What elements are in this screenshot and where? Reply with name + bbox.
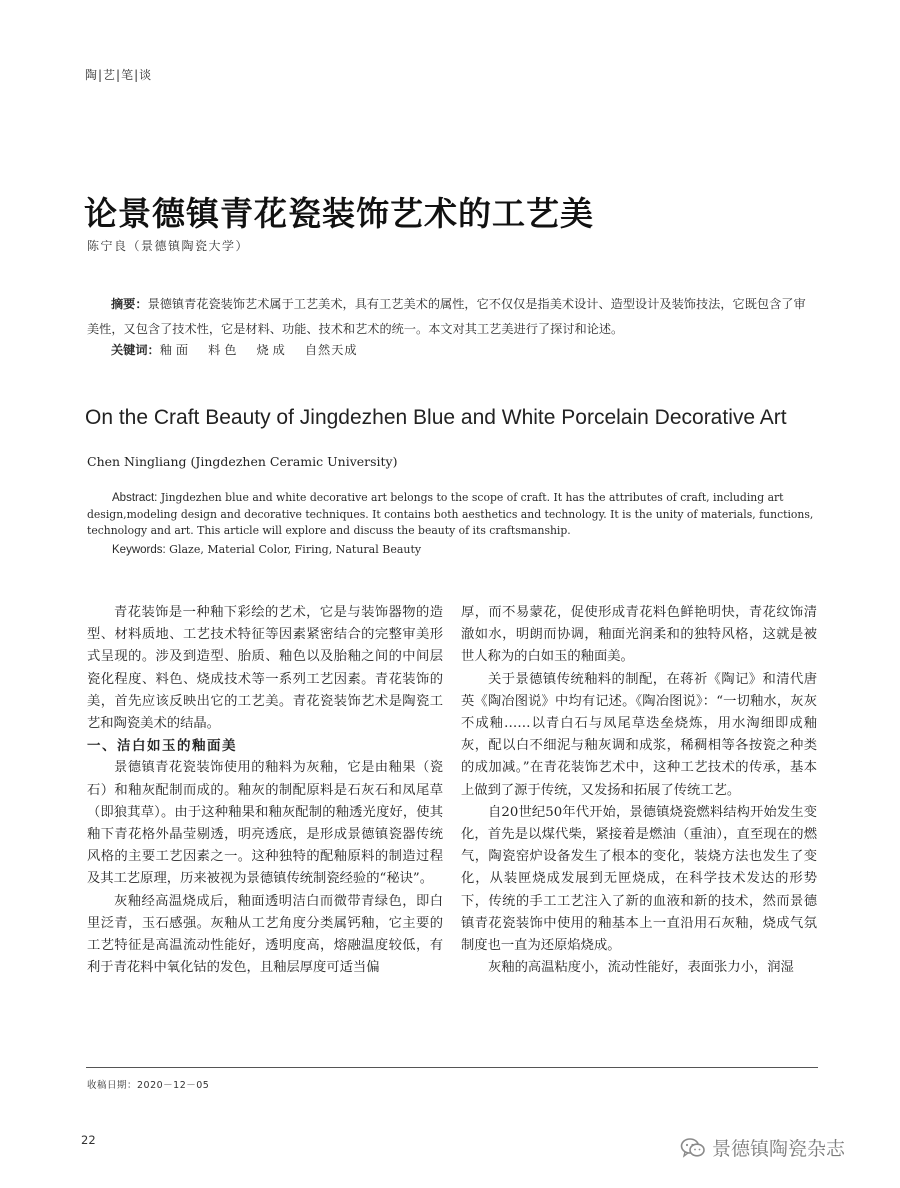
body-paragraph: 关于景德镇传统釉料的制配，在蒋祈《陶记》和清代唐英《陶冶图说》中均有记述。《陶冶图说》：“一切釉水，灰灰不成釉……以青白石与凤尾草迭垒烧炼，用水淘细即成釉灰，配以白不细泥与釉灰调和成浆，稀稠相等各按瓷之种类的成加减。”在青花装饰艺术中，这种工艺技术的传承，基本上做到了源于传统，又发扬和拓展了传统工艺。 xyxy=(461,671,817,798)
body-paragraph: 灰釉的高温粘度小，流动性能好，表面张力小，润湿 xyxy=(488,960,794,976)
abstract-cn xyxy=(87,292,817,342)
abstract-en-text: Jingdezhen blue and white decorative art belongs to the scope of craft. It has the attributes of craft, including art design,modeling design and decorative techniques. It contains both aesthetics and technology. It is the unity of materials, functions, technology and art. This article will explore and discuss the beauty of its craftsmanship. xyxy=(87,491,814,537)
keywords-en-label: Keywords: xyxy=(112,544,166,556)
page-number: 22 xyxy=(81,1133,96,1147)
keywords-en xyxy=(112,543,421,556)
body-paragraph: 厚，而不易蒙花，促使形成青花料色鲜艳明快，青花纹饰清澈如水，明朗而协调，釉面光润柔和的独特风格，这就是被世人称为的白如玉的釉面美。 xyxy=(461,605,817,665)
footer-divider xyxy=(86,1067,818,1068)
body-column-right xyxy=(461,602,817,979)
keywords-en-text: Glaze, Material Color, Firing, Natural Beauty xyxy=(165,543,422,556)
body-paragraph: 青花装饰是一种釉下彩绘的艺术，它是与装饰器物的造型、材料质地、工艺技术特征等因素紧密结合的完整审美形式呈现的。涉及到造型、胎质、釉色以及胎釉之间的中间层瓷化程度、料色、烧成技术等一系列工艺因素。青花装饰的美，首先应该反映出它的工艺美。青花瓷装饰艺术是陶瓷工艺和陶瓷美术的结晶。 xyxy=(87,605,443,732)
body-paragraph: 自20世纪50年代开始，景德镇烧瓷燃料结构开始发生变化，首先是以煤代柴，紧接着是燃油（重油），直至现在的燃气，陶瓷窑炉设备发生了根本的变化，装烧方法也发生了变化，从装匣烧成发展到无匣烧成，在科学技术发达的形势下，传统的手工工艺注入了新的血液和新的技术，然而景德镇青花瓷装饰中使用的釉基本上一直沿用石灰釉，烧成气氛制度也一直为还原焰烧成。 xyxy=(461,804,817,954)
keyword-cn: 烧成 xyxy=(256,343,289,357)
body-paragraph: 景德镇青花瓷装饰使用的釉料为灰釉，它是由釉果（瓷石）和釉灰配制而成的。釉灰的制配原料是石灰石和凤尾草（即狼萁草）。由于这种釉果和釉灰配制的釉透光度好，使其釉下青花格外晶莹剔透，明亮透底，是形成景德镇瓷器传统风格的主要工艺因素之一。这种独特的配釉原料的制造过程及其工艺原理，历来被视为景德镇传统制瓷经验的“秘诀”。 xyxy=(87,760,443,887)
author-en: Chen Ningliang (Jingdezhen Ceramic University) xyxy=(87,454,398,469)
keyword-cn: 釉面 xyxy=(159,343,193,357)
column-header: 陶|艺|笔|谈 xyxy=(85,68,153,82)
author-cn: 陈宁良（景德镇陶瓷大学） xyxy=(87,239,250,253)
abstract-cn-text: 景德镇青花瓷装饰艺术属于工艺美术，具有工艺美术的属性，它不仅仅是指美术设计、造型设计及装饰技法，它既包含了审美性，又包含了技术性，它是材料、功能、技术和艺术的统一。本文对其工艺美进行了探讨和论述。 xyxy=(87,297,806,336)
keyword-cn: 自然天成 xyxy=(304,343,358,357)
keyword-cn: 料色 xyxy=(208,343,241,357)
abstract-en xyxy=(87,490,819,540)
article-title-cn: 论景德镇青花瓷装饰艺术的工艺美 xyxy=(84,194,594,233)
keywords-cn-label: 关键词： xyxy=(111,343,160,357)
keywords-cn xyxy=(111,341,374,358)
watermark xyxy=(680,1134,845,1161)
received-date: 收稿日期：2020－12－05 xyxy=(87,1080,210,1091)
body-column-left xyxy=(87,602,443,979)
body-paragraph: 灰釉经高温烧成后，釉面透明洁白而微带青绿色，即白里泛青，玉石感强。灰釉从工艺角度分类属钙釉，它主要的工艺特征是高温流动性能好，透明度高，熔融温度较低，有利于青花料中氧化钴的发色，且釉层厚度可适当偏 xyxy=(87,893,443,976)
article-title-en: On the Craft Beauty of Jingdezhen Blue and White Porcelain Decorative Art xyxy=(85,406,787,429)
wechat-icon xyxy=(680,1137,706,1159)
section-heading: 一、洁白如玉的釉面美 xyxy=(87,738,237,755)
abstract-cn-label: 摘要： xyxy=(111,297,148,311)
abstract-en-label: Abstract: xyxy=(112,492,158,504)
watermark-text: 景德镇陶瓷杂志 xyxy=(712,1138,846,1160)
